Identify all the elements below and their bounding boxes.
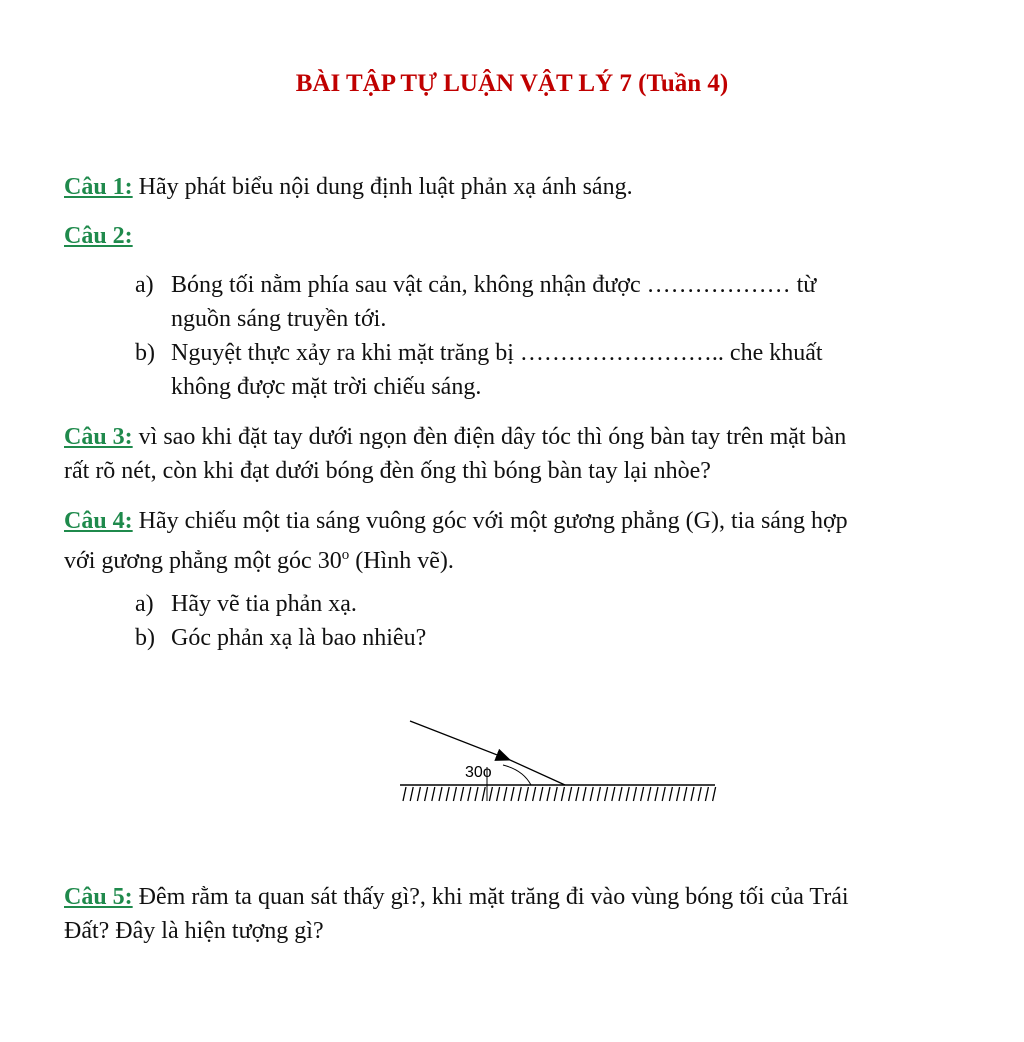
item-marker: b) (135, 625, 155, 651)
hatch-mark (403, 787, 406, 801)
item-text: Góc phản xạ là bao nhiêu? (171, 625, 427, 651)
hatch-mark (453, 787, 456, 801)
hatch-mark (540, 787, 543, 801)
hatch-mark (489, 787, 492, 801)
hatch-mark (525, 787, 528, 801)
question-1 (64, 170, 969, 204)
hatch-mark (669, 787, 672, 801)
hatch-mark (583, 787, 586, 801)
question-5-label: Câu 5: (64, 884, 133, 910)
question-2-item-b (135, 336, 935, 404)
hatch-mark (612, 787, 615, 801)
hatch-mark (597, 787, 600, 801)
hatch-mark (626, 787, 629, 801)
hatch-mark (425, 787, 428, 801)
hatch-mark (633, 787, 636, 801)
question-2-label: Câu 2: (64, 223, 133, 249)
question-3 (64, 420, 969, 488)
hatch-mark (461, 787, 464, 801)
item-text-line2: nguồn sáng truyền tới. (171, 306, 387, 332)
hatch-mark (511, 787, 514, 801)
question-4-text-line2: với gương phẳng một góc 30 (64, 548, 342, 574)
hatch-mark (547, 787, 550, 801)
hatch-mark (576, 787, 579, 801)
hatch-mark (691, 787, 694, 801)
item-marker: b) (135, 340, 155, 366)
hatch-mark (698, 787, 701, 801)
question-4-text-line2-end: (Hình vẽ). (349, 548, 454, 574)
hatch-mark (713, 787, 716, 801)
hatch-mark (475, 787, 478, 801)
question-5-text-line2: Đất? Đây là hiện tượng gì? (64, 918, 324, 944)
item-text-line2: không được mặt trời chiếu sáng. (171, 374, 482, 400)
question-2-item-a (135, 268, 935, 336)
hatch-mark (533, 787, 536, 801)
hatch-mark (554, 787, 557, 801)
hatch-mark (432, 787, 435, 801)
item-text-line1: Nguyệt thực xảy ra khi mặt trăng bị …………………….. che khuất (171, 340, 823, 366)
question-2 (64, 219, 969, 253)
hatch-mark (439, 787, 442, 801)
item-text-line1: Bóng tối nằm phía sau vật cản, không nhận được ……………… từ (171, 272, 817, 298)
mirror-hatching (403, 787, 716, 801)
degree-symbol: o (341, 547, 350, 563)
angle-label: 30o (465, 764, 492, 781)
incident-ray (410, 721, 510, 760)
hatch-mark (482, 787, 485, 801)
hatch-mark (684, 787, 687, 801)
hatch-mark (705, 787, 708, 801)
question-1-text: Hãy phát biểu nội dung định luật phản xạ ánh sáng. (132, 174, 633, 200)
mirror-diagram (395, 715, 725, 810)
hatch-mark (446, 787, 449, 801)
hatch-mark (648, 787, 651, 801)
item-marker: a) (135, 591, 154, 617)
hatch-mark (561, 787, 564, 801)
hatch-mark (504, 787, 507, 801)
hatch-mark (662, 787, 665, 801)
question-4 (64, 504, 969, 578)
hatch-mark (518, 787, 521, 801)
question-3-text-line2: rất rõ nét, còn khi đạt dưới bóng đèn ống thì bóng bàn tay lại nhòe? (64, 458, 711, 484)
hatch-mark (655, 787, 658, 801)
hatch-mark (641, 787, 644, 801)
item-marker: a) (135, 272, 154, 298)
hatch-mark (417, 787, 420, 801)
question-1-label: Câu 1: (64, 174, 133, 200)
hatch-mark (569, 787, 572, 801)
question-3-text-line1: vì sao khi đặt tay dưới ngọn đèn điện dây tóc thì óng bàn tay trên mặt bàn (132, 424, 847, 450)
question-5 (64, 880, 969, 948)
question-4-item-b (135, 621, 935, 655)
hatch-mark (468, 787, 471, 801)
question-3-label: Câu 3: (64, 424, 133, 450)
question-4-label: Câu 4: (64, 508, 133, 534)
hatch-mark (410, 787, 413, 801)
document-title: BÀI TẬP TỰ LUẬN VẬT LÝ 7 (Tuần 4) (295, 70, 729, 97)
question-4-item-a (135, 587, 935, 621)
question-4-text-line1: Hãy chiếu một tia sáng vuông góc với một gương phẳng (G), tia sáng hợp (132, 508, 848, 534)
incident-ray-segment (510, 760, 565, 785)
hatch-mark (677, 787, 680, 801)
hatch-mark (619, 787, 622, 801)
hatch-mark (497, 787, 500, 801)
question-5-text-line1: Đêm rằm ta quan sát thấy gì?, khi mặt trăng đi vào vùng bóng tối của Trái (132, 884, 849, 910)
item-text: Hãy vẽ tia phản xạ. (171, 591, 357, 617)
hatch-mark (605, 787, 608, 801)
hatch-mark (590, 787, 593, 801)
